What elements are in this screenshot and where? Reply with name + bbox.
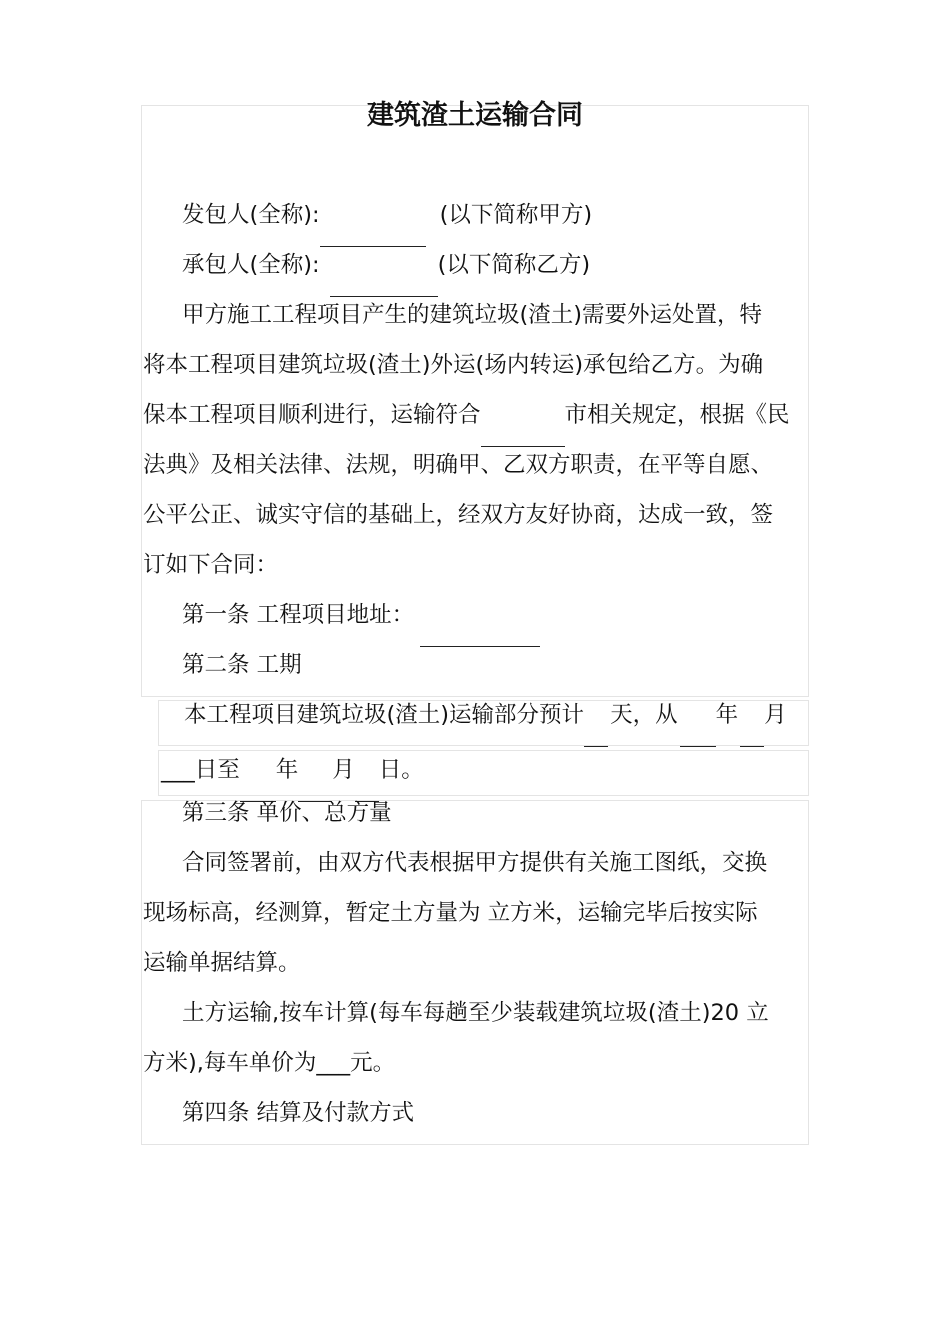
document-title: 建筑渣土运输合同	[367, 100, 583, 131]
employer-label: 发包人(全称):	[182, 202, 320, 228]
article-2-heading: 第二条 工期	[182, 652, 302, 678]
employer-suffix: (以下简称甲方)	[439, 202, 593, 228]
city-blank[interactable]	[481, 416, 565, 447]
contractor-suffix: (以下简称乙方)	[437, 252, 591, 278]
period-days-unit: 天，从	[610, 702, 678, 728]
contractor-label: 承包人(全称):	[182, 252, 320, 278]
employer-line	[182, 200, 592, 231]
article-1-heading: 第一条 工程项目地址：	[182, 602, 415, 628]
preamble-line-3	[143, 400, 790, 431]
start-year-blank[interactable]	[680, 716, 716, 747]
period-month-label-2: 月	[332, 757, 355, 783]
article-3-para-1-line-2: 现场标高，经测算，暂定土方量为 立方米，运输完毕后按实际	[143, 900, 758, 926]
employer-name-blank[interactable]	[320, 216, 426, 247]
period-month-label-1: 月	[764, 702, 787, 728]
preamble-line-6: 订如下合同：	[143, 552, 279, 578]
period-line-1	[184, 700, 787, 731]
period-year-label-1: 年	[715, 702, 739, 728]
days-blank[interactable]	[584, 716, 608, 747]
article-3-para-2-line-1: 土方运输,按车计算(每车每趟至少装载建筑垃圾(渣土)20 立	[182, 1000, 769, 1026]
preamble-line-3-end: 市相关规定，根据《民	[564, 402, 790, 428]
article-1-line	[182, 600, 540, 631]
project-address-blank[interactable]	[420, 616, 540, 647]
period-line-2	[161, 755, 424, 786]
preamble-line-3-start: 保本工程项目顺利进行，运输符合	[143, 402, 481, 428]
contractor-line	[182, 250, 590, 281]
period-day-label-2: 日。	[378, 757, 424, 783]
period-text-start: 本工程项目建筑垃圾(渣土)运输部分预计	[184, 702, 585, 728]
article-3-para-2-line-2: 方米),每车单价为___元。	[143, 1050, 396, 1076]
preamble-line-4: 法典》及相关法律、法规，明确甲、乙双方职责，在平等自愿、	[143, 452, 774, 478]
preamble-line-5: 公平公正、诚实守信的基础上，经双方友好协商，达成一致，签	[143, 502, 774, 528]
preamble-line-2: 将本工程项目建筑垃圾(渣土)外运(场内转运)承包给乙方。为确	[143, 352, 764, 378]
start-month-blank[interactable]	[740, 716, 764, 747]
article-3-para-1-line-3: 运输单据结算。	[143, 950, 301, 976]
article-4-heading: 第四条 结算及付款方式	[182, 1100, 415, 1126]
article-3-para-1-line-1: 合同签署前，由双方代表根据甲方提供有关施工图纸，交换	[182, 850, 768, 876]
article-3-heading: 第三条 单价、总方量	[182, 800, 392, 826]
period-line-2-start: ___日至	[161, 757, 240, 783]
contractor-name-blank[interactable]	[330, 266, 438, 297]
preamble-line-1: 甲方施工工程项目产生的建筑垃圾(渣土)需要外运处置，特	[182, 302, 763, 328]
period-year-label-2: 年	[275, 757, 299, 783]
